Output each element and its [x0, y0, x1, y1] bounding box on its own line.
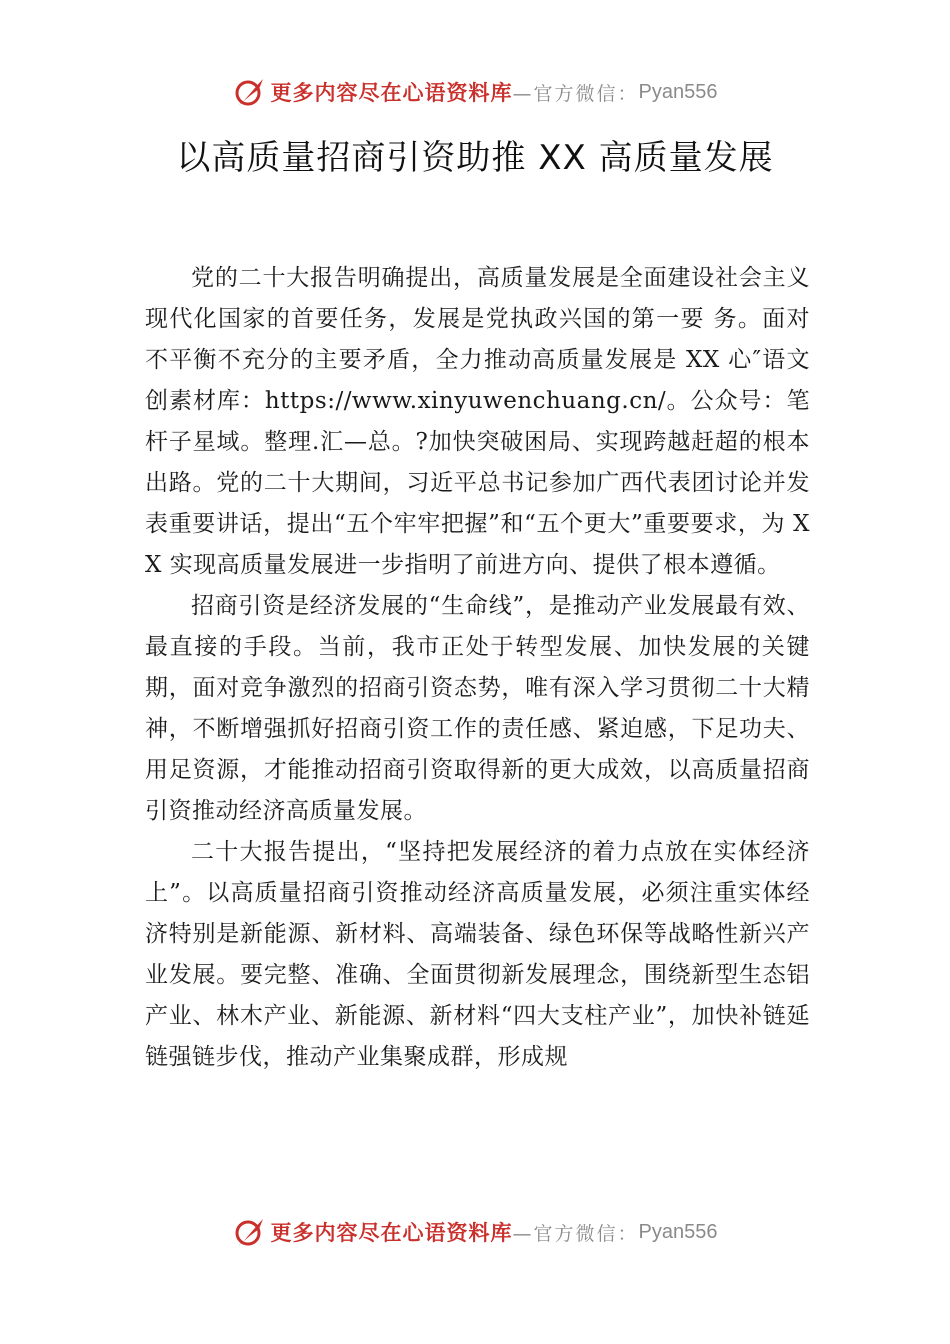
paragraph-2: 招商引资是经济发展的“生命线”，是推动产业发展最有效、最直接的手段。当前，我市正处于转型发展、加快发展的关键期，面对竞争激烈的招商引资态势，唯有深入学习贯彻二十大精神，不断增强抓好招商引资工作的责任感、紧迫感，下足功夫、用足资源，才能推动招商引资取得新的更大成效，以高质量招商引资推动经济高质量发展。: [145, 593, 810, 824]
paragraph-3: 二十大报告提出，“坚持把发展经济的着力点放在实体经济上”。以高质量招商引资推动经济高质量发展，必须注重实体经济特别是新能源、新材料、高端装备、绿色环保等战略性新兴产业发展。要完整、准确、全面贯彻新发展理念，围绕新型生态铝产业、林木产业、新能源、新材料“四大支柱产业”，加快补链延链强链步伐，推动产业集聚成群，形成规: [145, 839, 810, 1070]
footer-watermark-banner: [0, 1212, 950, 1252]
banner-official-label: —官方微信：: [512, 1222, 639, 1245]
header-watermark-banner: [0, 72, 950, 112]
quill-logo-icon: [233, 75, 267, 109]
document-body: [145, 258, 810, 1078]
banner-official-label: —官方微信：: [512, 82, 639, 105]
banner-wechat-id: Pyan556: [638, 80, 718, 103]
banner-brand-text: 更多内容尽在心语资料库: [270, 80, 513, 105]
document-title: 以高质量招商引资助推 XX 高质量发展: [176, 138, 774, 178]
quill-logo-icon: [233, 1215, 267, 1249]
banner-brand-text: 更多内容尽在心语资料库: [270, 1220, 513, 1245]
banner-wechat-id: Pyan556: [638, 1220, 718, 1243]
paragraph-1: 党的二十大报告明确提出，高质量发展是全面建设社会主义现代化国家的首要任务，发展是党执政兴国的第一要 务。面对不平衡不充分的主要矛盾，全力推动高质量发展是 XX 心″语文创素材库：https://www.xinyuwenchuang.cn/。公众号：笔杆子星域。整理.汇—总。?加快突破困局、实现跨越赶超的根本出路。党的二十大期间，习近平总书记参加广西代表团讨论并发表重要讲话，提出“五个牢牢把握”和“五个更大”重要要求，为 XX 实现高质量发展进一步指明了前进方向、提供了根本遵循。: [145, 265, 810, 578]
